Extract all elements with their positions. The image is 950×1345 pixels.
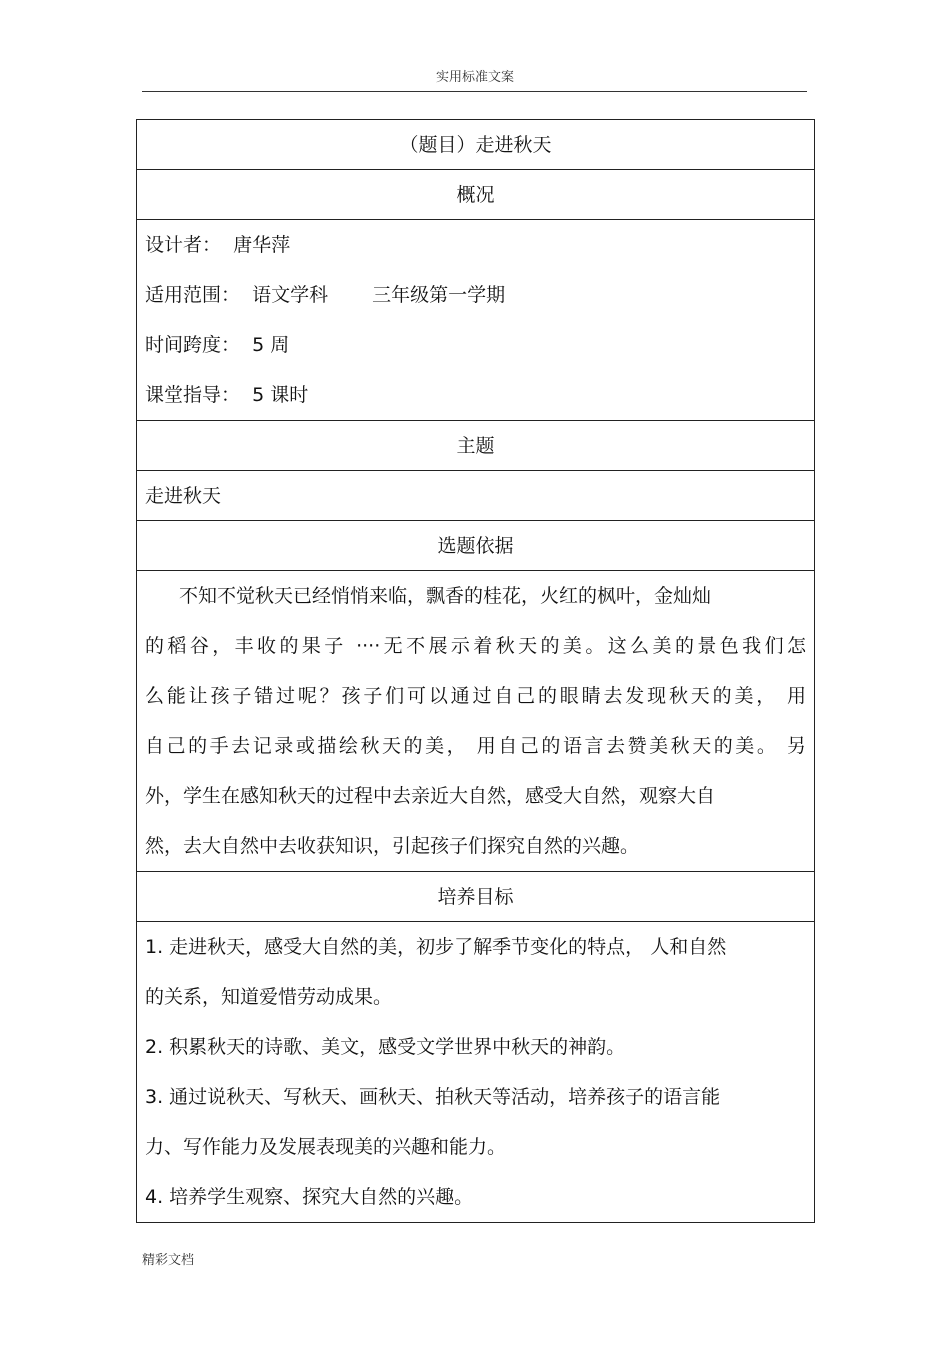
goal-line: 的关系，知道爱惜劳动成果。 bbox=[145, 986, 393, 1008]
goals-heading: 培养目标 bbox=[137, 872, 814, 922]
page-footer: 精彩文档 bbox=[142, 1253, 195, 1268]
rationale-heading: 选题依据 bbox=[137, 521, 814, 571]
header-divider bbox=[142, 91, 807, 92]
designer-line bbox=[145, 220, 806, 270]
rationale-line: 自己的手去记录或描绘秋天的美， 用自己的语言去赞美秋天的美。 另 bbox=[145, 735, 806, 757]
rationale-line: 不知不觉秋天已经悄悄来临，飘香的桂花，火红的枫叶，金灿灿 bbox=[179, 585, 712, 607]
scope-line bbox=[145, 270, 806, 320]
page-header: 实用标准文案 bbox=[435, 70, 514, 85]
designer-label: 设计者： bbox=[145, 234, 222, 256]
theme-value: 走进秋天 bbox=[137, 471, 814, 521]
designer-value: 唐华萍 bbox=[233, 234, 291, 256]
time-value: 5 周 bbox=[252, 334, 290, 356]
goal-line: 4. 培养学生观察、探究大自然的兴趣。 bbox=[145, 1186, 474, 1208]
table-title: （题目）走进秋天 bbox=[137, 120, 814, 170]
goal-line: 2. 积累秋天的诗歌、美文，感受文学世界中秋天的神韵。 bbox=[145, 1036, 626, 1058]
theme-heading: 主题 bbox=[137, 421, 814, 471]
scope-label: 适用范围： bbox=[145, 284, 241, 306]
class-value: 5 课时 bbox=[252, 384, 309, 406]
rationale-line: 然，去大自然中去收获知识，引起孩子们探究自然的兴趣。 bbox=[145, 835, 640, 857]
goal-line: 3. 通过说秋天、写秋天、画秋天、拍秋天等活动，培养孩子的语言能 bbox=[145, 1086, 721, 1108]
overview-heading: 概况 bbox=[137, 170, 814, 220]
rationale-line: 的稻谷，丰收的果子 ····无不展示着秋天的美。这么美的景色我们怎 bbox=[145, 635, 806, 657]
goal-line: 力、写作能力及发展表现美的兴趣和能力。 bbox=[145, 1136, 507, 1158]
goal-line: 1. 走进秋天，感受大自然的美，初步了解季节变化的特点， 人和自然 bbox=[145, 936, 727, 958]
time-line bbox=[145, 320, 806, 370]
class-line bbox=[145, 370, 806, 420]
rationale-section bbox=[137, 571, 814, 872]
time-label: 时间跨度： bbox=[145, 334, 241, 356]
goals-section bbox=[137, 922, 814, 1222]
class-label: 课堂指导： bbox=[145, 384, 241, 406]
scope-grade: 三年级第一学期 bbox=[372, 284, 506, 306]
scope-subject: 语文学科 bbox=[252, 284, 329, 306]
overview-section bbox=[137, 220, 814, 421]
rationale-line: 么能让孩子错过呢？孩子们可以通过自己的眼睛去发现秋天的美， 用 bbox=[145, 685, 806, 707]
lesson-plan-table bbox=[136, 119, 815, 1223]
rationale-line: 外，学生在感知秋天的过程中去亲近大自然，感受大自然，观察大自 bbox=[145, 785, 716, 807]
